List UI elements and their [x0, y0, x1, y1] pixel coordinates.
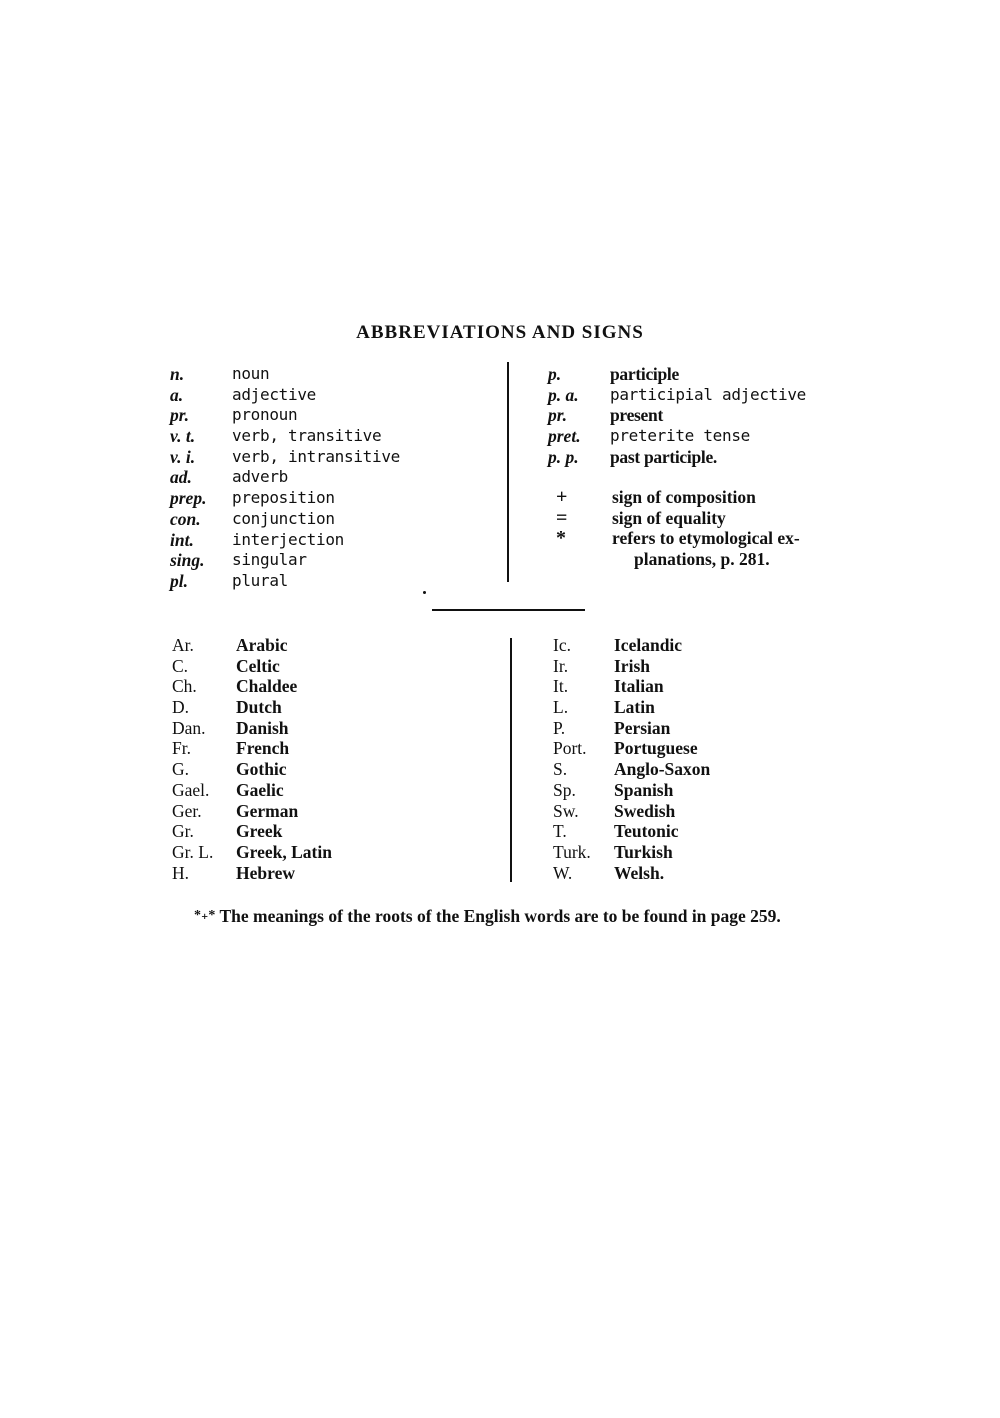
meaning: Teutonic: [614, 821, 679, 842]
meaning: Turkish: [614, 841, 673, 862]
abbreviation: Sw.: [553, 800, 579, 821]
meaning: French: [236, 738, 290, 759]
abbreviation: int.: [170, 529, 194, 550]
list-item: [553, 759, 853, 780]
abbreviation: p. p.: [548, 446, 579, 467]
languages-left-list: [172, 635, 492, 883]
list-item: [172, 759, 492, 780]
meaning: interjection: [232, 529, 344, 549]
list-item: [553, 656, 853, 677]
list-item: [172, 656, 492, 677]
footnote-text: The meanings of the roots of the English words are to be found in page 259.: [215, 906, 781, 926]
abbreviation: pr.: [548, 405, 567, 426]
meaning: sign of composition: [612, 487, 756, 507]
list-item: [170, 530, 490, 551]
meaning: Dutch: [236, 697, 282, 718]
list-item: [550, 508, 850, 529]
abbreviation: con.: [170, 508, 201, 529]
footnote: [172, 904, 852, 928]
meaning: adjective: [232, 384, 316, 404]
asterisk-sign: *: [556, 527, 566, 550]
abbreviation: v. t.: [170, 426, 196, 447]
list-item: [170, 385, 490, 406]
meaning: adverb: [232, 467, 288, 487]
equals-sign: =: [556, 506, 568, 529]
meaning: Persian: [614, 717, 671, 738]
meaning: planations, p. 281.: [634, 549, 770, 570]
abbreviation: Dan.: [172, 717, 206, 738]
meaning: Welsh.: [614, 862, 665, 883]
meaning: Italian: [614, 676, 664, 697]
list-item: [553, 780, 853, 801]
abbreviation: pr.: [170, 405, 189, 426]
list-item: [170, 550, 490, 571]
abbreviation: W.: [553, 862, 573, 883]
meaning: Chaldee: [236, 676, 298, 697]
abbreviation: Ir.: [553, 655, 569, 676]
abbreviation: n.: [170, 364, 185, 384]
meaning: Hebrew: [236, 862, 295, 883]
meaning: Latin: [614, 697, 655, 718]
list-item: [170, 467, 490, 488]
stray-dot: [423, 591, 426, 594]
abbreviation: a.: [170, 384, 184, 405]
meaning: participle: [610, 364, 679, 384]
meaning: refers to etymological ex-: [612, 528, 800, 549]
meaning: preposition: [232, 488, 335, 508]
list-item: [548, 447, 848, 468]
meaning: Portuguese: [614, 738, 698, 759]
abbreviation: D.: [172, 697, 190, 718]
list-item: [550, 549, 850, 570]
abbreviation: sing.: [170, 550, 205, 571]
list-item: [172, 676, 492, 697]
list-item: [170, 447, 490, 468]
meaning: conjunction: [232, 508, 335, 528]
section-divider: [432, 609, 585, 611]
page-title: ABBREVIATIONS AND SIGNS: [356, 322, 644, 343]
abbreviation: It.: [553, 676, 569, 697]
list-item: [548, 426, 848, 447]
list-item: [170, 488, 490, 509]
list-item: [550, 487, 850, 508]
list-item: [553, 801, 853, 822]
meaning: Swedish: [614, 800, 676, 821]
meaning: German: [236, 800, 299, 821]
list-item: [548, 385, 848, 406]
list-item: [553, 842, 853, 863]
list-item: [553, 635, 853, 656]
abbreviation: H.: [172, 862, 190, 883]
meaning: pronoun: [232, 405, 298, 425]
abbreviation: G.: [172, 759, 190, 780]
abbreviation: Fr.: [172, 738, 191, 759]
abbreviation: Gael.: [172, 779, 210, 800]
abbreviation: Ch.: [172, 676, 197, 697]
meaning: Greek, Latin: [236, 841, 332, 862]
list-item: [553, 718, 853, 739]
abbreviation: p.: [548, 364, 562, 384]
asterism-mark: *₊*: [194, 908, 216, 923]
meaning: preterite tense: [610, 426, 750, 446]
list-item: [170, 405, 490, 426]
abbreviation: L.: [553, 697, 569, 718]
list-item: [553, 738, 853, 759]
abbreviation: T.: [553, 821, 567, 842]
abbreviation: S.: [553, 759, 568, 780]
column-divider-bottom: [510, 638, 512, 882]
meaning: Celtic: [236, 655, 280, 676]
grammar-right-list: [548, 364, 848, 467]
abbreviation: Gr. L.: [172, 841, 214, 862]
meaning: Greek: [236, 821, 283, 842]
list-item: [553, 863, 853, 884]
meaning: verb, transitive: [232, 426, 382, 446]
abbreviation: pret.: [548, 426, 581, 447]
abbreviation: p. a.: [548, 384, 579, 405]
meaning: Gaelic: [236, 779, 284, 800]
list-item: [172, 718, 492, 739]
abbreviation: Port.: [553, 738, 587, 759]
abbreviation: Turk.: [553, 841, 591, 862]
meaning: Gothic: [236, 759, 287, 780]
meaning: participial adjective: [610, 384, 806, 404]
abbreviation: ad.: [170, 467, 192, 488]
abbreviation: Ic.: [553, 635, 571, 655]
list-item: [172, 780, 492, 801]
abbreviation: C.: [172, 655, 189, 676]
abbreviation: pl.: [170, 570, 188, 591]
meaning: Irish: [614, 655, 650, 676]
list-item: [172, 801, 492, 822]
abbreviation: Sp.: [553, 779, 576, 800]
list-item: [170, 426, 490, 447]
meaning: noun: [232, 364, 270, 383]
meaning: Spanish: [614, 779, 674, 800]
abbreviation: P.: [553, 717, 566, 738]
list-item: [548, 364, 848, 385]
plus-sign: +: [556, 486, 568, 508]
signs-list: [550, 487, 850, 570]
list-item: [553, 676, 853, 697]
abbreviation: prep.: [170, 488, 207, 509]
abbreviation: Gr.: [172, 821, 194, 842]
list-item: [550, 528, 850, 549]
meaning: Anglo-Saxon: [614, 759, 711, 780]
meaning: sign of equality: [612, 507, 726, 528]
list-item: [172, 842, 492, 863]
abbreviation: v. i.: [170, 446, 196, 467]
list-item: [170, 364, 490, 385]
list-item: [170, 571, 490, 592]
languages-right-list: [553, 635, 853, 883]
meaning: plural: [232, 570, 288, 590]
column-divider-top: [507, 362, 509, 582]
abbreviation: Ger.: [172, 800, 202, 821]
list-item: [172, 635, 492, 656]
meaning: Icelandic: [614, 635, 683, 655]
list-item: [170, 509, 490, 530]
grammar-left-list: [170, 364, 490, 592]
meaning: singular: [232, 550, 307, 570]
list-item: [553, 821, 853, 842]
meaning: present: [610, 405, 663, 426]
meaning: verb, intransitive: [232, 446, 400, 466]
list-item: [553, 697, 853, 718]
meaning: past participle.: [610, 446, 718, 467]
list-item: [172, 863, 492, 884]
list-item: [172, 821, 492, 842]
list-item: [548, 405, 848, 426]
list-item: [172, 697, 492, 718]
meaning: Arabic: [236, 635, 288, 655]
meaning: Danish: [236, 717, 289, 738]
list-item: [172, 738, 492, 759]
abbreviation: Ar.: [172, 635, 194, 655]
